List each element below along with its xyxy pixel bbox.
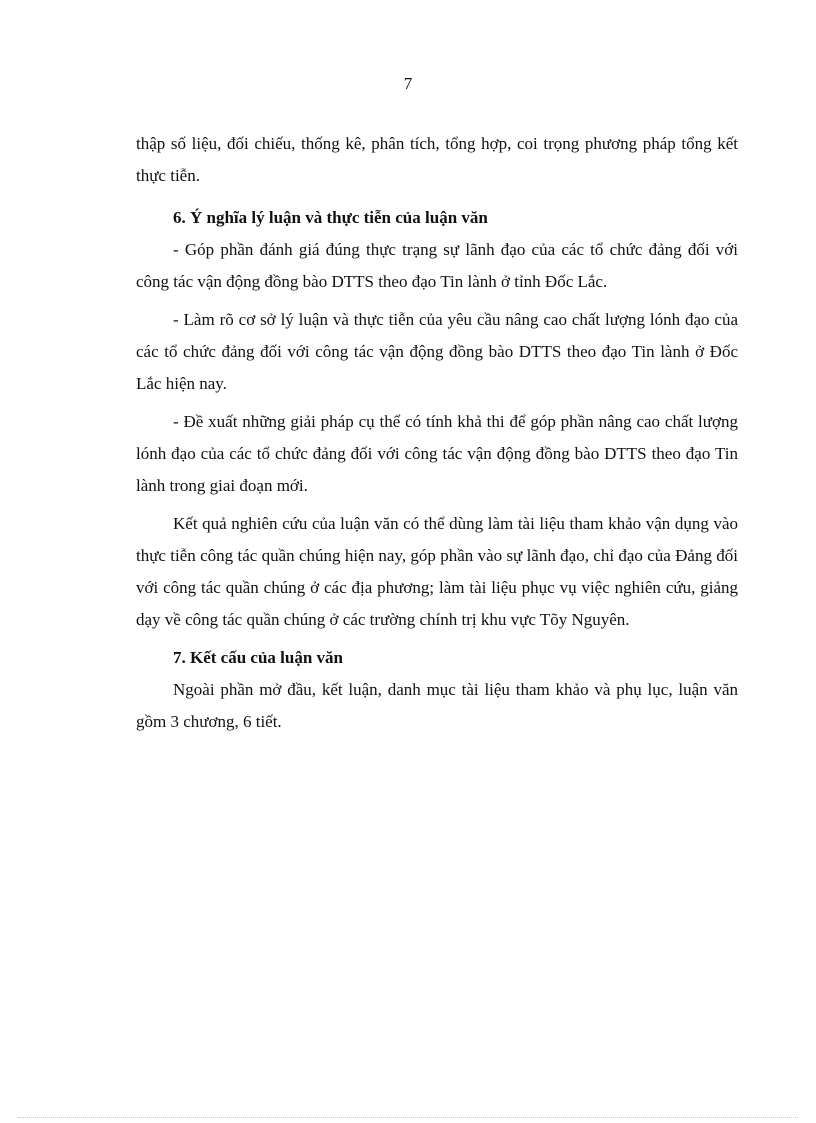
page-bottom-divider [18,1117,798,1118]
document-body [136,128,738,744]
bullet-item: - Đề xuất những giải pháp cụ thể có tính khả thi để góp phần nâng cao chất lượng lónh đạo của các tổ chức đảng đối với công tác vận động đồng bào DTTS theo đạo Tin lành trong giai đoạn mới. [136,412,738,495]
section-heading-6: 6. Ý nghĩa lý luận và thực tiễn của luận văn [173,208,488,227]
bullet-item: - Làm rõ cơ sở lý luận và thực tiễn của yêu cầu nâng cao chất lượng lónh đạo của các tổ chức đảng đối với công tác vận động đồng bào DTTS theo đạo Tin lành ở Đốc Lắc hiện nay. [136,310,738,393]
bullet-item: - Góp phần đánh giá đúng thực trạng sự lãnh đạo của các tổ chức đảng đối với công tác vận động đồng bào DTTS theo đạo Tin lành ở tỉnh Đốc Lắc. [136,240,738,291]
page-number: 7 [403,74,413,93]
paragraph-structure: Ngoài phần mở đầu, kết luận, danh mục tài liệu tham khảo và phụ lục, luận văn gồm 3 chương, 6 tiết. [136,680,738,731]
section-heading-7: 7. Kết cấu của luận văn [173,648,344,667]
paragraph-continued: thập số liệu, đối chiếu, thống kê, phân tích, tổng hợp, coi trọng phương pháp tổng kết thực tiễn. [136,134,738,185]
paragraph-conclusion: Kết quả nghiên cứu của luận văn có thể dùng làm tài liệu tham khảo vận dụng vào thực tiễn công tác quần chúng hiện nay, góp phần vào sự lãnh đạo, chỉ đạo của Đảng đối với công tác quần chúng ở các địa phương; làm tài liệu phục vụ việc nghiên cứu, giảng dạy về công tác quần chúng ở các trường chính trị khu vực Tõy Nguyên. [136,514,738,629]
